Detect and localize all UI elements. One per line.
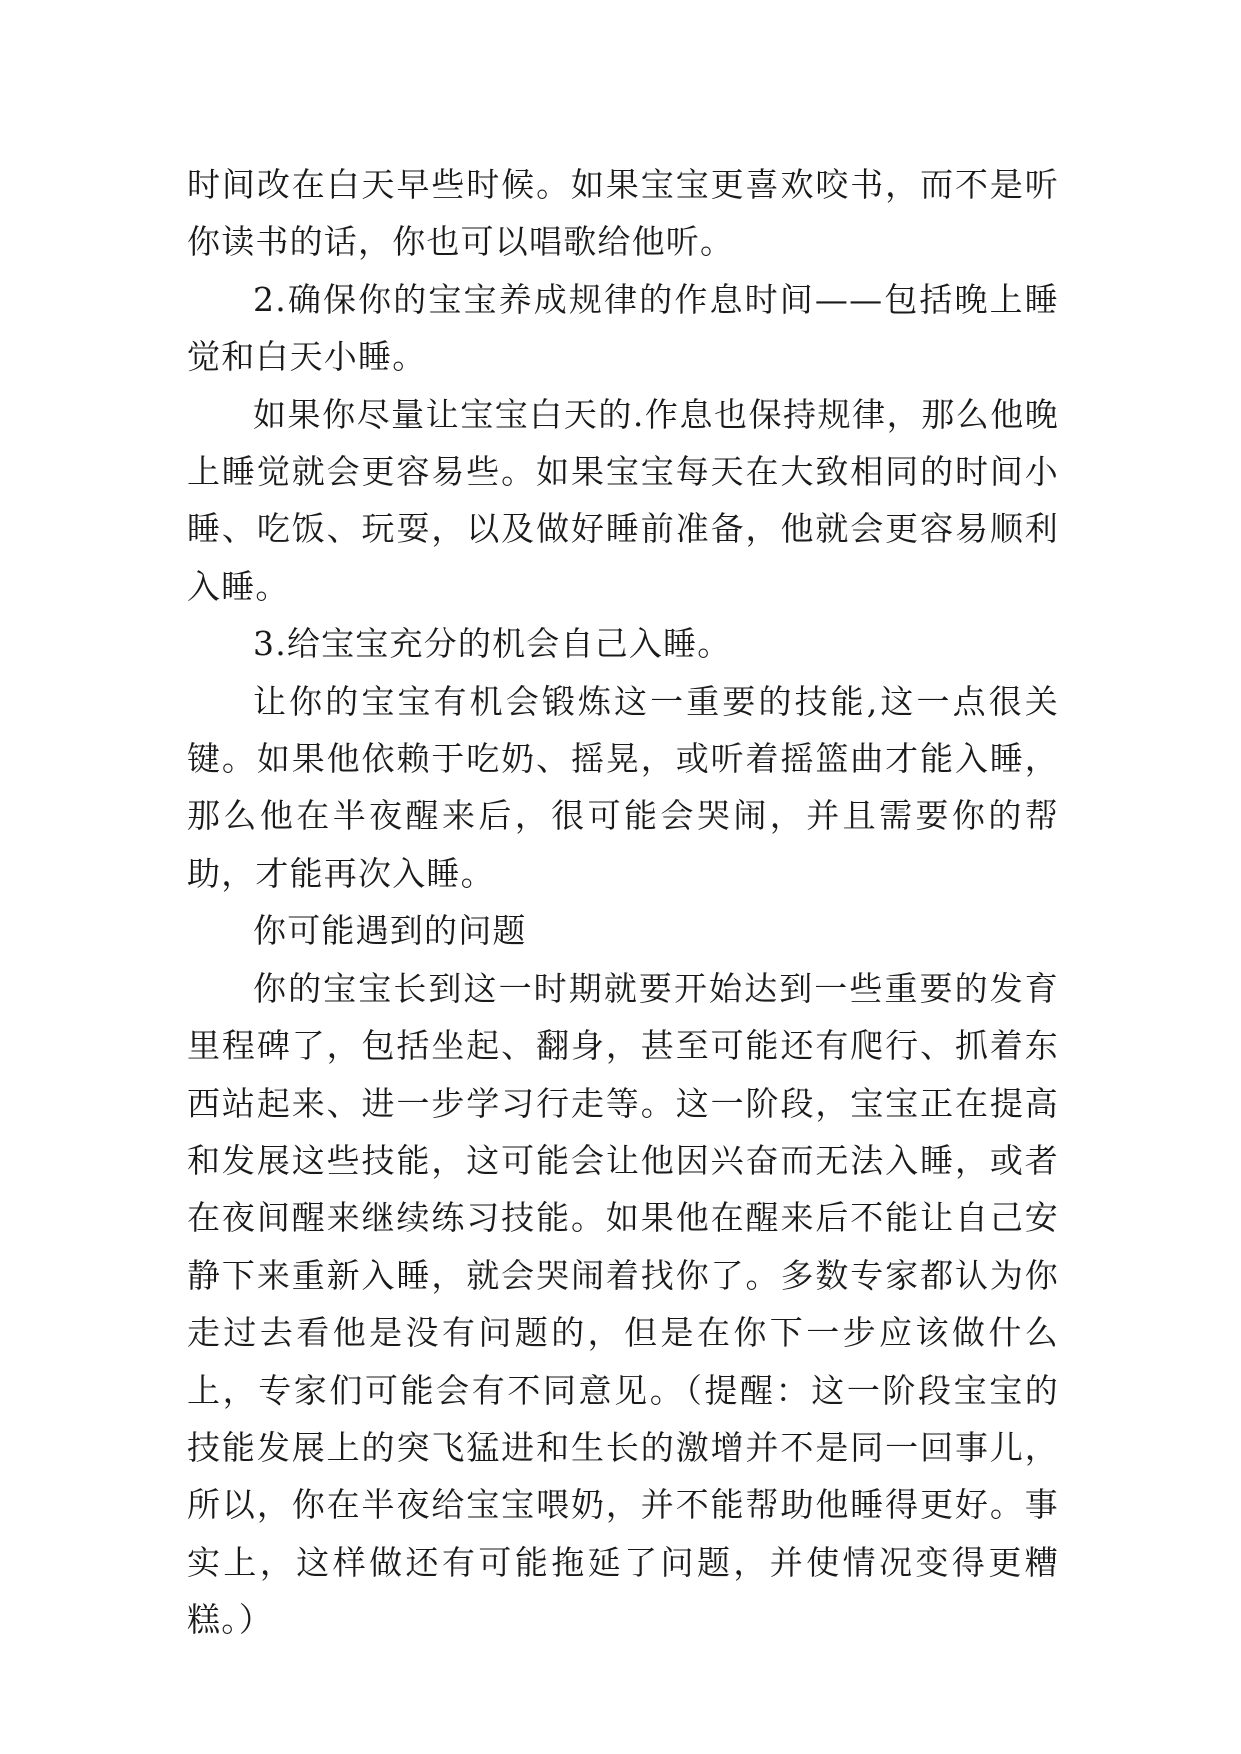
paragraph-tip-3-heading: 3.给宝宝充分的机会自己入睡。	[253, 624, 732, 664]
paragraph-tip-2-body: 如果你尽量让宝宝白天的.作息也保持规律，那么他晚上睡觉就会更容易些。如果宝宝每天在大致相同的时间小睡、吃饭、玩耍，以及做好睡前准备，他就会更容易顺利入睡。	[187, 394, 1059, 606]
paragraph-tip-3-body: 让你的宝宝有机会锻炼这一重要的技能,这一点很关键。如果他依赖于吃奶、摇晃，或听着摇篮曲才能入睡，那么他在半夜醒来后，很可能会哭闹，并且需要你的帮助，才能再次入睡。	[187, 681, 1059, 893]
paragraph-problems-body: 你的宝宝长到这一时期就要开始达到一些重要的发育里程碑了，包括坐起、翻身，甚至可能还有爬行、抓着东西站起来、进一步学习行走等。这一阶段，宝宝正在提高和发展这些技能，这可能会让他因兴奋而无法入睡，或者在夜间醒来继续练习技能。如果他在醒来后不能让自己安静下来重新入睡，就会哭闹着找你了。多数专家都认为你走过去看他是没有问题的，但是在你下一步应该做什么上，专家们可能会有不同意见。（提醒：这一阶段宝宝的技能发展上的突飞猛进和生长的激增并不是同一回事儿，所以，你在半夜给宝宝喂奶，并不能帮助他睡得更好。事实上，这样做还有可能拖延了问题，并使情况变得更糟糕。）	[187, 968, 1059, 1640]
paragraph-continuation: 时间改在白天早些时候。如果宝宝更喜欢咬书，而不是听你读书的话，你也可以唱歌给他听。	[187, 165, 1059, 262]
document-body	[187, 156, 1059, 1649]
section-heading-problems: 你可能遇到的问题	[253, 911, 527, 951]
paragraph-tip-2-heading: 2.确保你的宝宝养成规律的作息时间——包括晚上睡觉和白天小睡。	[187, 279, 1059, 377]
